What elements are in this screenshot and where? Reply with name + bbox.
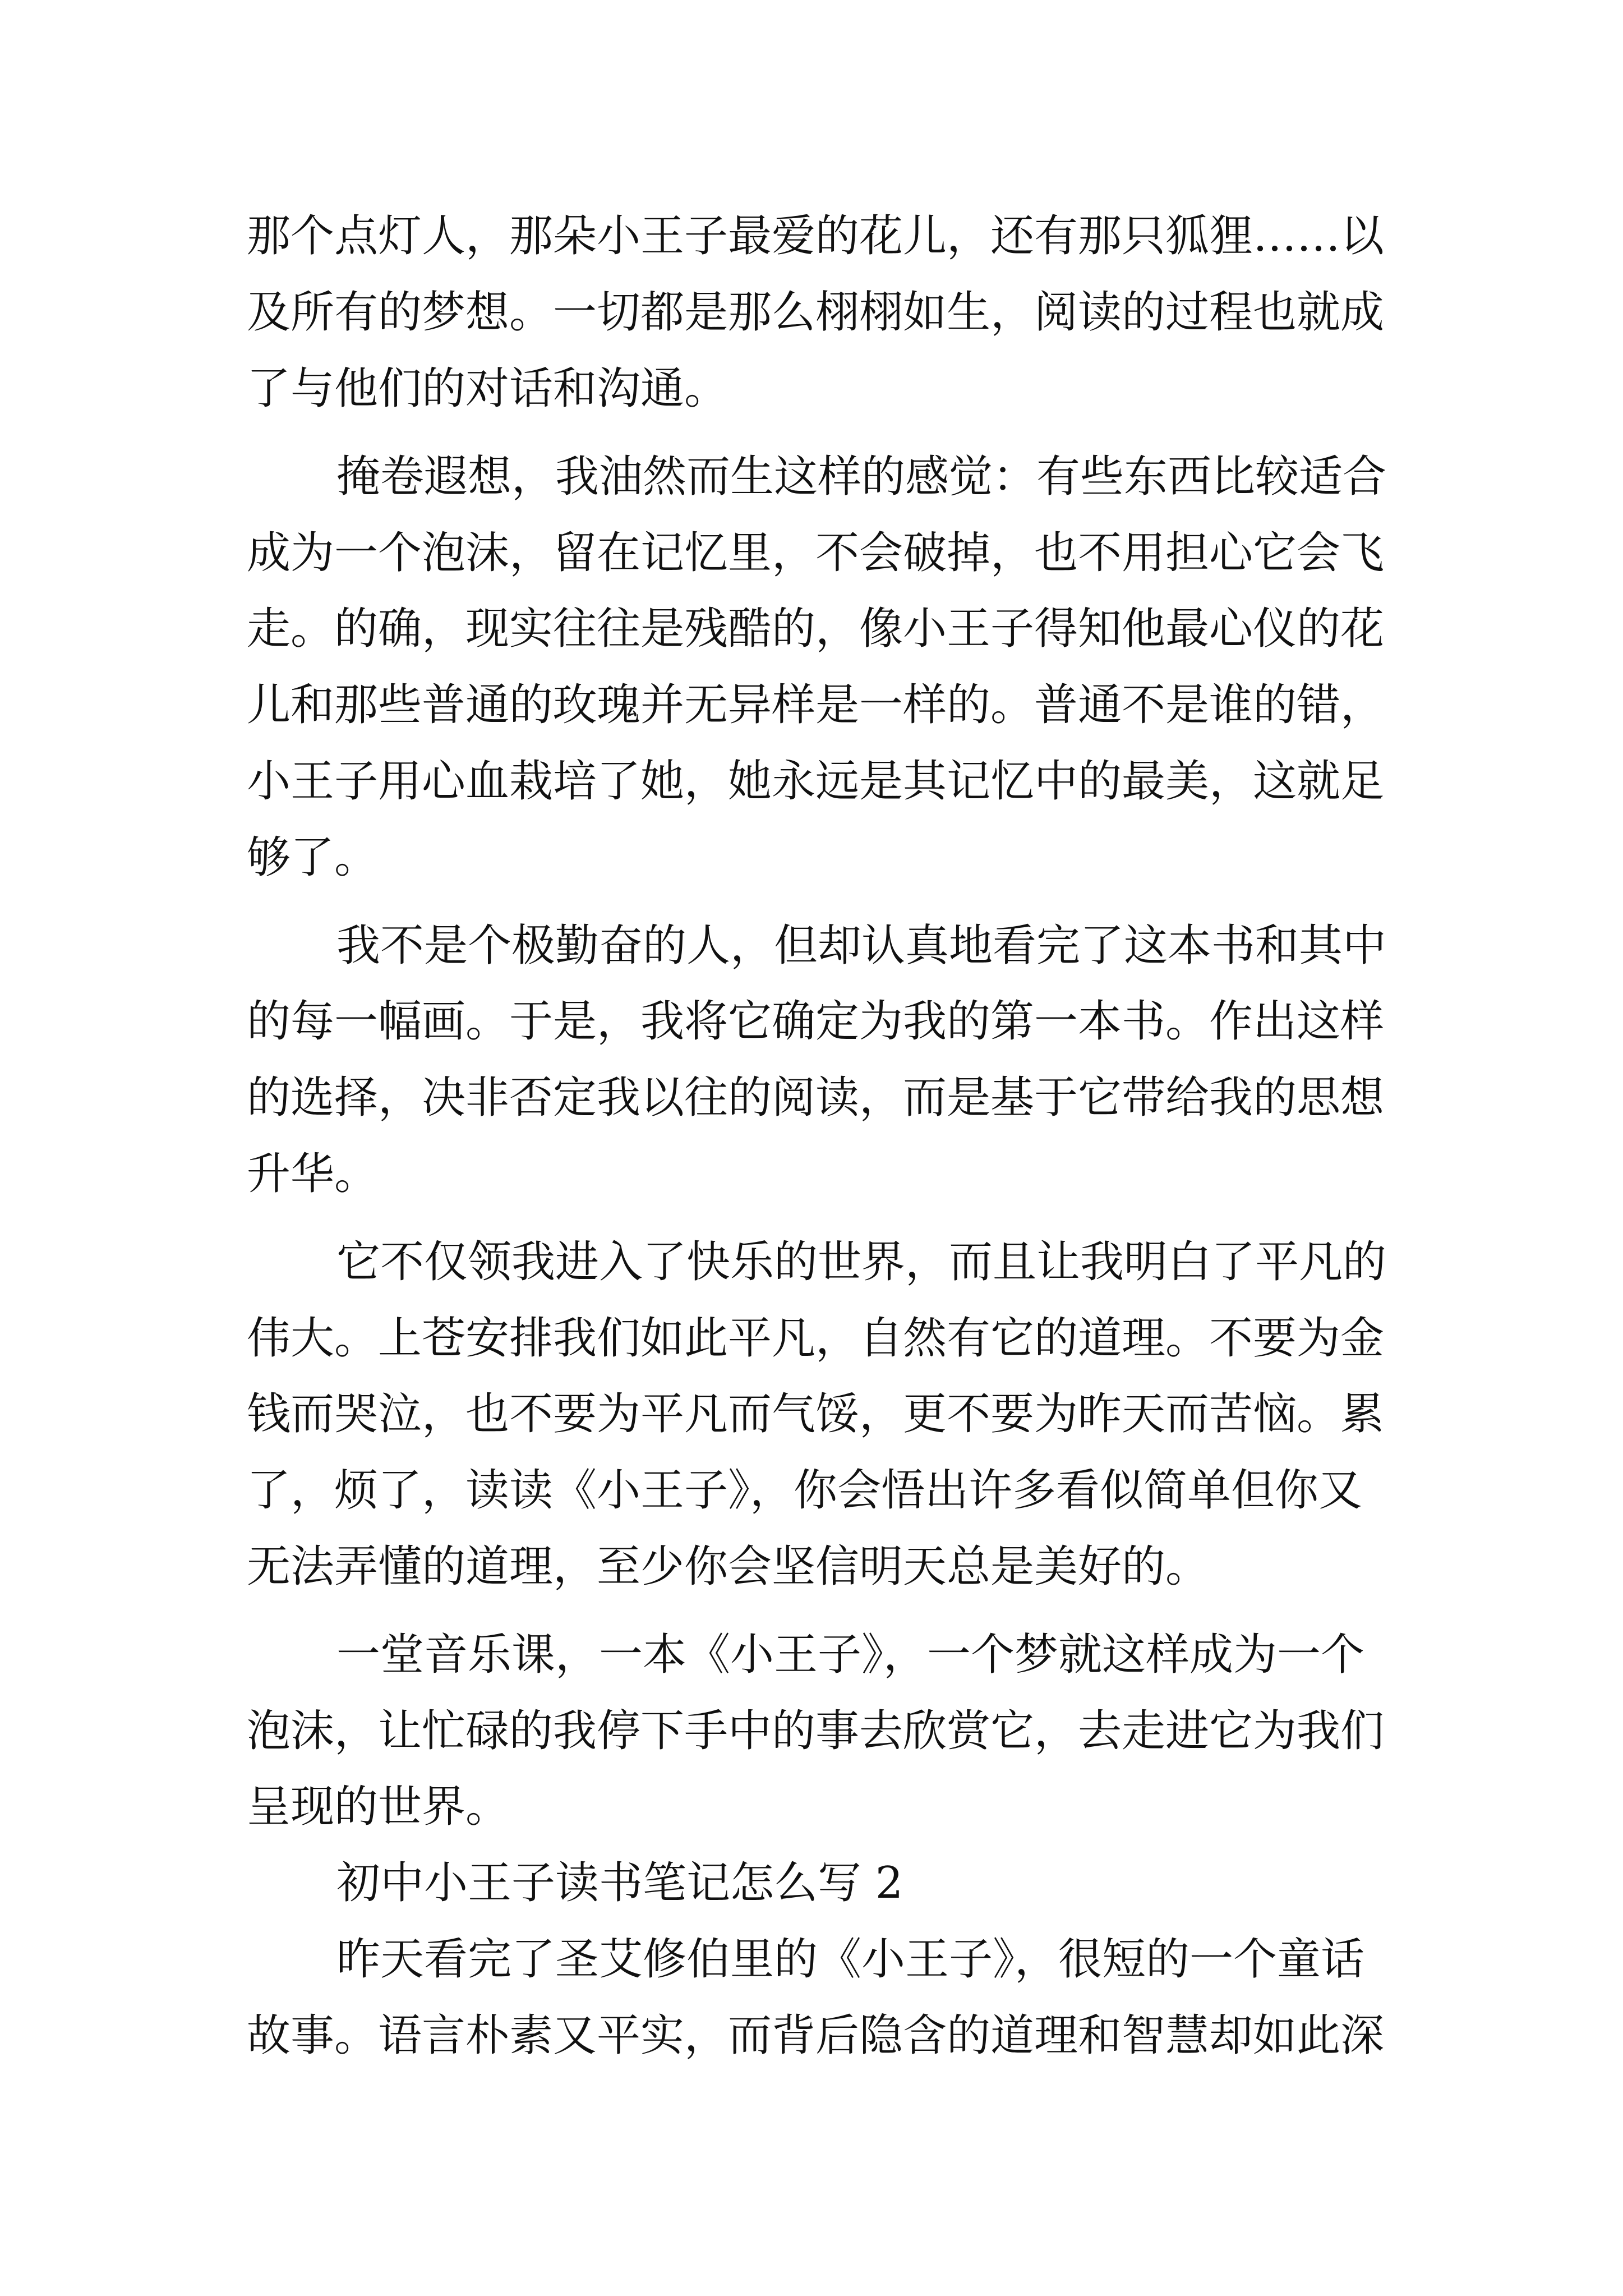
- text-line: 升华。: [247, 1149, 379, 1199]
- text-line: 走。的确，现实往往是残酷的，像小王子得知他最心仪的花: [247, 604, 1385, 654]
- text-line: 呈现的世界。: [247, 1782, 510, 1832]
- text-line: 的选择，决非否定我以往的阅读，而是基于它带给我的思想: [247, 1073, 1385, 1123]
- text-line: 的每一幅画。于是，我将它确定为我的第一本书。作出这样: [247, 996, 1385, 1047]
- text-line: 无法弄懂的道理，至少你会坚信明天总是美好的。: [247, 1542, 1210, 1592]
- text-line: 那个点灯人，那朵小王子最爱的花儿，还有那只狐狸……以: [247, 211, 1385, 261]
- text-line: 小王子用心血栽培了她，她永远是其记忆中的最美，这就足: [247, 756, 1385, 807]
- text-line: 昨天看完了圣艾修伯里的《小王子》，很短的一个童话: [336, 1934, 1365, 1985]
- text-line: 成为一个泡沫，留在记忆里，不会破掉，也不用担心它会飞: [247, 528, 1385, 578]
- text-line: 够了。: [247, 832, 379, 883]
- text-line: 了，烦了，读读《小王子》，你会悟出许多看似简单但你又: [247, 1465, 1363, 1516]
- section-heading: 初中小王子读书笔记怎么写 2: [336, 1858, 903, 1908]
- text-line: 伟大。上苍安排我们如此平凡，自然有它的道理。不要为金: [247, 1313, 1385, 1364]
- text-line: 故事。语言朴素又平实，而背后隐含的道理和智慧却如此深: [247, 2010, 1385, 2061]
- text-line: 及所有的梦想。一切都是那么栩栩如生，阅读的过程也就成: [247, 287, 1385, 338]
- text-line: 我不是个极勤奋的人，但却认真地看完了这本书和其中: [336, 921, 1387, 971]
- text-line: 儿和那些普通的玫瑰并无异样是一样的。普通不是谁的错，: [247, 680, 1385, 730]
- text-line: 掩卷遐想，我油然而生这样的感觉：有些东西比较适合: [336, 452, 1387, 502]
- text-line: 泡沫，让忙碌的我停下手中的事去欣赏它，去走进它为我们: [247, 1706, 1385, 1756]
- text-line: 它不仅领我进入了快乐的世界，而且让我明白了平凡的: [336, 1237, 1387, 1287]
- text-line: 一堂音乐课，一本《小王子》，一个梦就这样成为一个: [336, 1630, 1365, 1680]
- text-line: 钱而哭泣，也不要为平凡而气馁，更不要为昨天而苦恼。累: [247, 1389, 1385, 1439]
- text-line: 了与他们的对话和沟通。: [247, 364, 728, 414]
